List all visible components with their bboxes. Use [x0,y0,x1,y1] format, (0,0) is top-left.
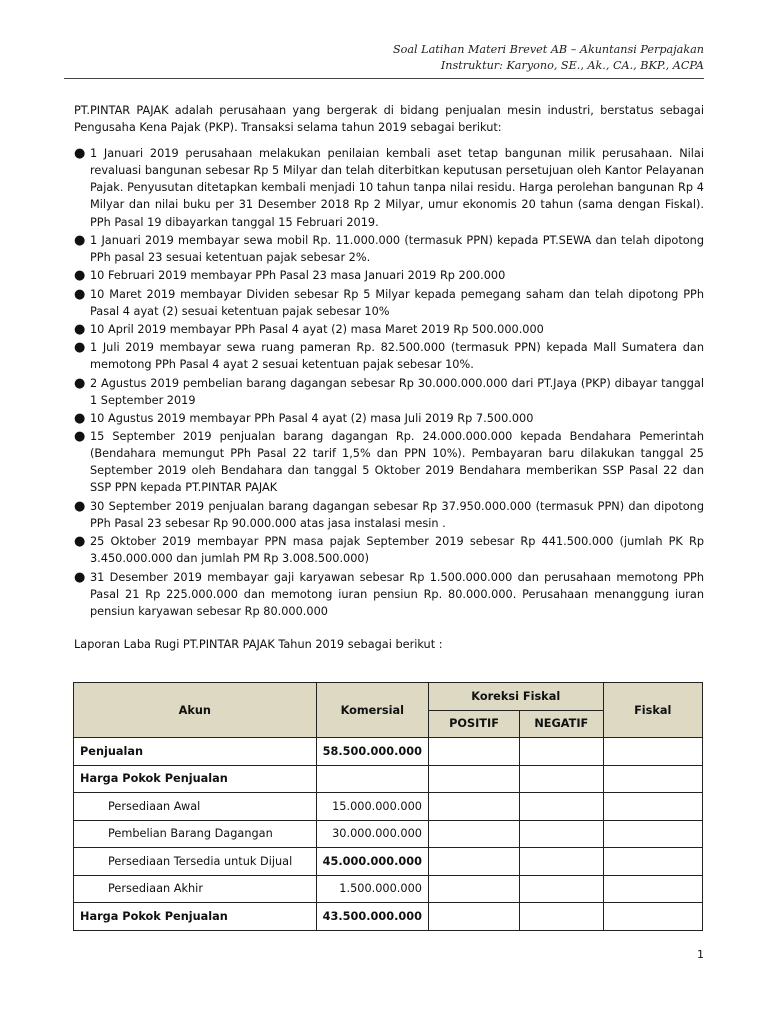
transaction-item [74,498,704,532]
bullet-icon: ● [74,340,86,356]
transaction-text: 10 Maret 2019 membayar Dividen sebesar Rp 5 Milyar kepada pemegang saham dan telah dipotong PPh Pasal 4 ayat (2) sesuai ketentuan pajak sebesar 10% [90,287,704,318]
transaction-text: 10 Februari 2019 membayar PPh Pasal 23 masa Januari 2019 Rp 200.000 [90,269,506,283]
transaction-text: 1 Januari 2019 membayar sewa mobil Rp. 11.000.000 (termasuk PPN) kepada PT.SEWA dan telah dipotong PPh pasal 23 sesuai ketentuan pajak sebesar 2%. [90,233,704,264]
cell-fiskal [603,765,702,793]
cell-negatif [520,903,603,931]
cell-fiskal [603,820,702,848]
cell-positif [428,738,519,766]
bullet-icon: ● [74,286,86,302]
table-row [74,903,703,931]
transaction-text: 2 Agustus 2019 pembelian barang dagangan sebesar Rp 30.000.000.000 dari PT.Jaya (PKP) dibayar tanggal 1 September 2019 [90,376,704,407]
transaction-item [74,286,704,320]
transaction-text: 30 September 2019 penjualan barang dagangan sebesar Rp 37.950.000.000 (termasuk PPN) dan dipotong PPh Pasal 23 sebesar Rp 90.000.000 atas jasa instalasi mesin . [90,499,704,530]
cell-positif [428,848,519,876]
cell-komersial: 30.000.000.000 [316,820,428,848]
income-statement-table [73,682,703,931]
header-akun: Akun [74,683,317,738]
bullet-icon: ● [74,375,86,391]
cell-positif [428,903,519,931]
cell-komersial: 43.500.000.000 [316,903,428,931]
bullet-icon: ● [74,410,86,426]
transaction-item [74,428,704,496]
bullet-icon: ● [74,146,86,162]
cell-komersial: 58.500.000.000 [316,738,428,766]
document-header [393,42,704,74]
header-divider [64,78,704,79]
table-header-row [74,683,703,711]
cell-negatif [520,765,603,793]
cell-akun: Persediaan Tersedia untuk Dijual [74,848,317,876]
cell-positif [428,793,519,821]
cell-komersial: 45.000.000.000 [316,848,428,876]
cell-fiskal [603,903,702,931]
table-row [74,820,703,848]
transaction-text: 15 September 2019 penjualan barang dagangan Rp. 24.000.000.000 kepada Bendahara Pemerintah (Bendahara memungut PPh Pasal 22 tarif 1,5% dan PPN 10%). Pembayaran baru dilakukan tanggal 25 September 2019 oleh Bendahara dan tanggal 5 Oktober 2019 Bendahara memberikan SSP Pasal 22 dan SSP PPN kepada PT.PINTAR PAJAK [90,430,704,495]
header-negatif: NEGATIF [520,710,603,738]
cell-akun: Pembelian Barang Dagangan [74,820,317,848]
transaction-item [74,321,704,338]
cell-akun: Harga Pokok Penjualan [74,903,317,931]
transaction-item [74,569,704,620]
cell-komersial: 15.000.000.000 [316,793,428,821]
document-body [74,102,704,653]
transaction-text: 1 Januari 2019 perusahaan melakukan penilaian kembali aset tetap bangunan milik perusahaan. Nilai revaluasi bangunan sebesar Rp 5 Milyar dan telah diterbitkan keputusan persetujuan oleh Kantor Pelayanan Pajak. Penyusutan ditetapkan kembali menjadi 10 tahun tanpa nilai residu. Harga perolehan bangunan Rp 4 Milyar dan nilai buku per 31 Desember 2018 Rp 2 Milyar, umur ekonomis 20 tahun (sama dengan Fiskal). PPh Pasal 19 dibayarkan tanggal 15 Februari 2019. [90,147,704,229]
transaction-item [74,375,704,409]
cell-akun: Persediaan Akhir [74,875,317,903]
header-komersial: Komersial [316,683,428,738]
cell-akun: Penjualan [74,738,317,766]
cell-fiskal [603,738,702,766]
table-row [74,765,703,793]
transaction-list [74,145,704,620]
cell-fiskal [603,848,702,876]
header-positif: POSITIF [428,710,519,738]
header-course-title: Soal Latihan Materi Brevet AB – Akuntansi Perpajakan [392,43,704,56]
cell-negatif [520,738,603,766]
cell-komersial [316,765,428,793]
cell-negatif [520,875,603,903]
cell-negatif [520,848,603,876]
header-koreksi-fiskal: Koreksi Fiskal [428,683,603,711]
header-instructor: Instruktur: Karyono, SE., Ak., CA., BKP., ACPA [440,59,704,72]
transaction-text: 31 Desember 2019 membayar gaji karyawan sebesar Rp 1.500.000.000 dan perusahaan memotong PPh Pasal 21 Rp 225.000.000 dan memotong iuran pensiun Rp. 80.000.000. Perusahaan menanggung iuran pensiun karyawan sebesar Rp 80.000.000 [90,570,704,618]
transaction-item [74,267,704,284]
transaction-text: 25 Oktober 2019 membayar PPN masa pajak September 2019 sebesar Rp 441.500.000 (jumlah PK Rp 3.450.000.000 dan jumlah PM Rp 3.008.500.000) [90,535,704,566]
table-row [74,738,703,766]
cell-fiskal [603,875,702,903]
cell-akun: Persediaan Awal [74,793,317,821]
transaction-item [74,339,704,373]
bullet-icon: ● [74,569,86,585]
cell-fiskal [603,793,702,821]
transaction-text: 1 Juli 2019 membayar sewa ruang pameran Rp. 82.500.000 (termasuk PPN) kepada Mall Sumatera dan memotong PPh Pasal 4 ayat 2 sesuai ketentuan pajak sebesar 10%. [90,341,704,372]
cell-positif [428,875,519,903]
cell-akun: Harga Pokok Penjualan [74,765,317,793]
bullet-icon: ● [74,534,86,550]
cell-komersial: 1.500.000.000 [316,875,428,903]
bullet-icon: ● [74,498,86,514]
transaction-item [74,145,704,230]
header-fiskal: Fiskal [603,683,702,738]
cell-negatif [520,793,603,821]
cell-positif [428,765,519,793]
bullet-icon: ● [74,268,86,284]
bullet-icon: ● [74,321,86,337]
transaction-item [74,533,704,567]
transaction-item [74,232,704,266]
table-row [74,875,703,903]
intro-paragraph: PT.PINTAR PAJAK adalah perusahaan yang bergerak di bidang penjualan mesin industri, berstatus sebagai Pengusaha Kena Pajak (PKP). Transaksi selama tahun 2019 sebagai berikut: [74,104,704,135]
transaction-item [74,410,704,427]
cell-positif [428,820,519,848]
transaction-text: 10 April 2019 membayar PPh Pasal 4 ayat (2) masa Maret 2019 Rp 500.000.000 [90,322,544,336]
table-row [74,793,703,821]
cell-negatif [520,820,603,848]
bullet-icon: ● [74,429,86,445]
transaction-text: 10 Agustus 2019 membayar PPh Pasal 4 ayat (2) masa Juli 2019 Rp 7.500.000 [90,411,534,425]
table-row [74,848,703,876]
page-number: 1 [697,948,704,961]
bullet-icon: ● [74,232,86,248]
income-statement-title: Laporan Laba Rugi PT.PINTAR PAJAK Tahun 2019 sebagai berikut : [74,637,443,651]
